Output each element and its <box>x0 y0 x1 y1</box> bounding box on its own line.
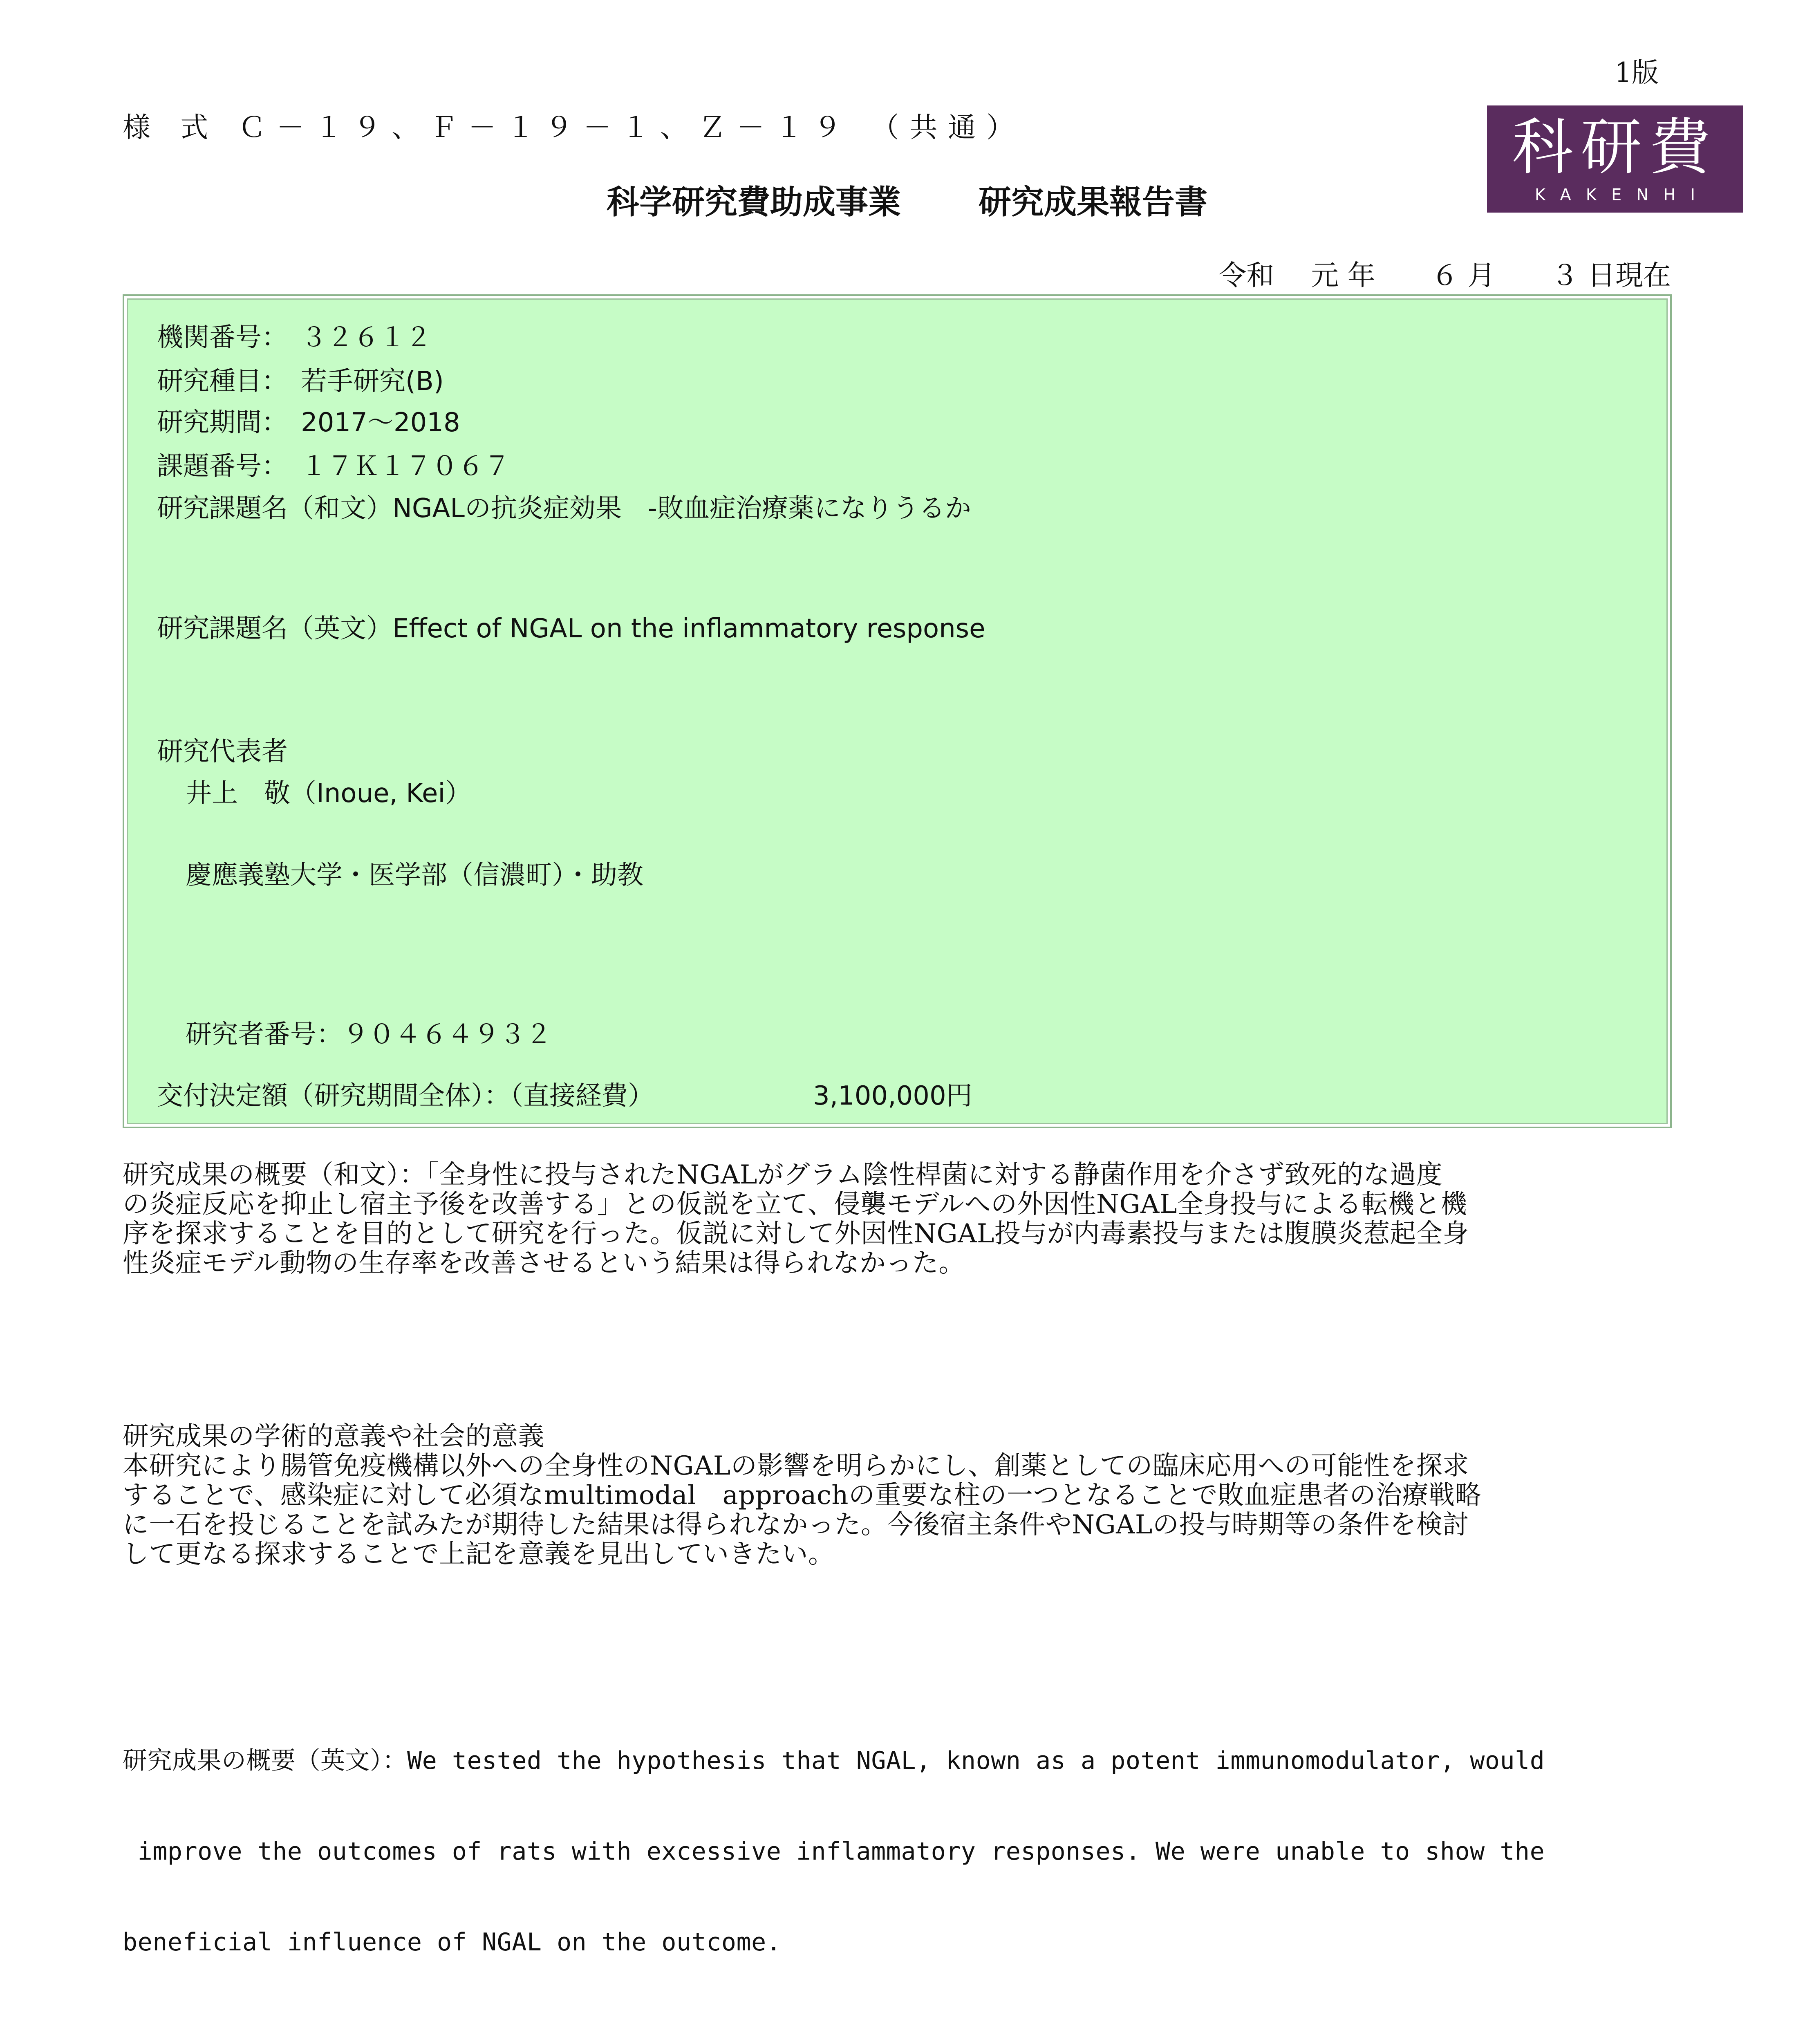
representative-name: 井上 敬（Inoue, Kei） <box>186 778 472 809</box>
grant-amount-value: 3,100,000円 <box>813 1081 972 1111</box>
report-date: 令和 元 年 ６ 月 ３ 日現在 <box>1218 260 1671 292</box>
significance <box>123 1422 1602 1569</box>
institution-code: 機関番号： ３２６１２ <box>157 323 432 353</box>
form-id: 様 式 Ｃ－１９、Ｆ－１９－１、Ｚ－１９ （共通） <box>123 112 1025 144</box>
overview-jp-line: 序を探求することを目的として研究を行った。仮説に対して外因性NGAL投与が内毒素投与または腹膜炎惹起全身 <box>123 1219 1469 1249</box>
logo-kanji: 科研費 <box>1512 112 1718 183</box>
significance-heading: 研究成果の学術的意義や社会的意義 <box>123 1421 544 1452</box>
significance-line: に一石を投じることを試みたが期待した結果は得られなかった。今後宿主条件やNGALの投与時期等の条件を検討 <box>123 1510 1469 1540</box>
overview-en-line: 研究成果の概要（英文）：We tested the hypothesis that NGAL, known as a potent immunomodulator, would <box>123 1746 1545 1775</box>
overview-jp <box>123 1160 1602 1278</box>
grant-amount-label: 交付決定額（研究期間全体）：（直接経費） <box>157 1081 654 1111</box>
version-label: 1版 <box>1615 57 1659 88</box>
overview-jp-line: の炎症反応を抑止し宿主予後を改善する」との仮説を立て、侵襲モデルへの外因性NGAL全身投与による転機と機 <box>123 1189 1467 1219</box>
significance-line: して更なる探求することで上記を意義を見出していきたい。 <box>123 1539 835 1569</box>
representative-label: 研究代表者 <box>157 737 288 767</box>
kakenhi-logo <box>1487 105 1743 213</box>
overview-jp-line: 研究成果の概要（和文）：「全身性に投与されたNGALがグラム陰性桿菌に対する静菌作用を介さず致死的な過度 <box>123 1160 1443 1190</box>
overview-en <box>123 1685 1602 1988</box>
title-report: 研究成果報告書 <box>979 183 1207 221</box>
significance-line: することで、感染症に対して必須なmultimodal approachの重要な柱の一つとなることで敗血症患者の治療戦略 <box>123 1480 1482 1511</box>
overview-en-line: beneficial influence of NGAL on the outcome. <box>123 1928 782 1957</box>
overview-en-line: improve the outcomes of rats with excessive inflammatory responses. We were unable to show the <box>123 1837 1545 1866</box>
overview-jp-line: 性炎症モデル動物の生存率を改善させるという結果は得られなかった。 <box>123 1248 965 1278</box>
research-period: 研究期間： 2017～2018 <box>157 408 460 438</box>
significance-line: 本研究により腸管免疫機構以外への全身性のNGALの影響を明らかにし、創薬としての臨床応用への可能性を探求 <box>123 1451 1469 1481</box>
affiliation: 慶應義塾大学・医学部（信濃町）・助教 <box>186 860 643 890</box>
researcher-number: 研究者番号：９０４６４９３２ <box>186 1020 552 1050</box>
project-title-en: 研究課題名（英文）Effect of NGAL on the inflammatory response <box>157 614 985 644</box>
project-title-jp: 研究課題名（和文）NGALの抗炎症効果 -敗血症治療薬になりうるか <box>157 493 971 524</box>
logo-roman: KAKENHI <box>1534 186 1710 204</box>
research-category: 研究種目： 若手研究(B) <box>157 366 444 397</box>
summary-box <box>123 294 1672 1128</box>
project-number: 課題番号： １７Ｋ１７０６７ <box>157 451 510 482</box>
title-grant-program: 科学研究費助成事業 <box>607 183 901 221</box>
